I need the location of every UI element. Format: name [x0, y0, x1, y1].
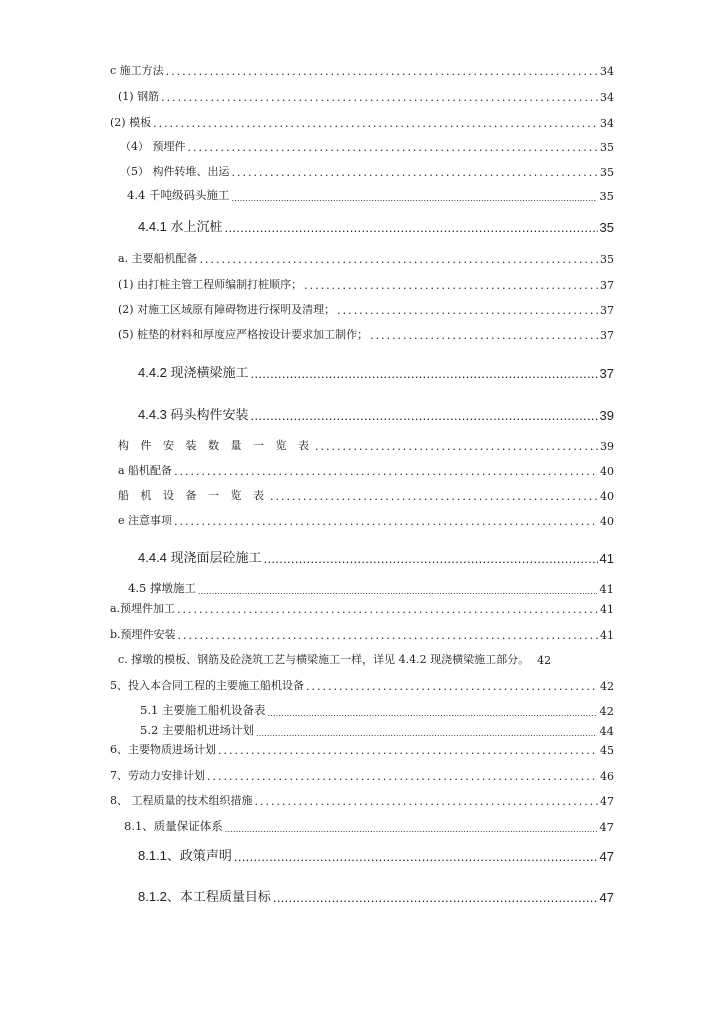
toc-entry-page: 37	[600, 279, 614, 292]
toc-entry-label: 船 机 设 备 一 览 表	[118, 489, 268, 502]
toc-entry[interactable]	[118, 651, 614, 667]
toc-entry[interactable]	[138, 362, 614, 381]
toc-entry-label: a 船机配备	[118, 464, 173, 477]
toc-entry-label: c. 撑墩的模板、钢筋及砼浇筑工艺与横梁施工一样，详见 4.4.2 现浇横梁施工部分。	[118, 653, 530, 666]
toc-leader-dots	[255, 795, 599, 808]
toc-leader-dots	[256, 729, 597, 738]
toc-leader-dots	[232, 166, 599, 179]
toc-entry-page: 37	[600, 329, 614, 342]
toc-entry-label: 8.1、质量保证体系	[124, 819, 223, 833]
toc-entry-page: 37	[600, 304, 614, 317]
toc-entry-label: 构 件 安 装 数 量 一 览 表	[118, 439, 313, 452]
toc-entry-page: 42	[599, 704, 614, 718]
toc-entry-label: 5.1 主要施工船机设备表	[140, 703, 266, 717]
toc-leader-dots	[267, 709, 597, 718]
toc-entry-label: 7、劳动力安排计划	[110, 769, 205, 782]
toc-leader-dots	[270, 490, 598, 503]
toc-entry[interactable]	[120, 138, 614, 154]
toc-entry[interactable]	[118, 437, 614, 453]
toc-entry-label: 8.1.2、本工程质量目标	[138, 889, 271, 904]
toc-entry-label: (5) 桩垫的材料和厚度应严格按设计要求加工制作；	[118, 328, 369, 341]
toc-leader-dots	[315, 440, 598, 453]
toc-entry-page: 45	[600, 744, 614, 757]
toc-leader-dots	[178, 629, 598, 642]
toc-leader-dots	[198, 587, 597, 596]
toc-entry-label: 5.2 主要船机进场计划	[140, 723, 254, 737]
toc-entry[interactable]	[138, 216, 614, 235]
toc-entry-page: 37	[599, 366, 614, 381]
toc-entry-label: 5、投入本合同工程的主要施工船机设备	[110, 679, 304, 692]
toc-entry[interactable]	[118, 487, 614, 503]
toc-entry[interactable]	[120, 163, 614, 179]
toc-entry-label: (1) 由打桩主管工程师编制打桩顺序；	[118, 278, 303, 291]
toc-entry[interactable]	[118, 88, 614, 104]
toc-entry[interactable]	[138, 404, 614, 423]
toc-leader-dots	[200, 253, 598, 266]
toc-entry-page: 47	[600, 795, 614, 808]
toc-leader-dots	[166, 65, 598, 78]
toc-entry-label: 4.4.1 水上沉桩	[138, 219, 223, 234]
toc-entry-page: 35	[599, 220, 614, 235]
toc-entry[interactable]	[118, 326, 614, 342]
toc-entry-page: 39	[599, 408, 614, 423]
toc-entry[interactable]	[118, 276, 614, 292]
toc-entry-label: （4） 预埋件	[120, 140, 186, 153]
toc-leader-dots	[177, 603, 598, 616]
toc-entry[interactable]	[128, 580, 614, 596]
toc-entry-page: 47	[599, 849, 614, 864]
toc-leader-dots	[306, 680, 598, 693]
toc-entry[interactable]	[118, 462, 614, 478]
toc-entry-page: 39	[600, 440, 614, 453]
toc-entry[interactable]	[110, 626, 614, 642]
toc-entry-label: b.预埋件安装	[110, 628, 176, 641]
toc-entry-page: 40	[600, 515, 614, 528]
toc-entry-label: 6、主要物质进场计划	[110, 743, 216, 756]
toc-entry-page: 46	[600, 770, 614, 783]
toc-leader-dots	[225, 220, 598, 235]
toc-entry-page: 40	[600, 465, 614, 478]
toc-entry-page: 44	[599, 724, 614, 738]
toc-leader-dots	[218, 744, 598, 757]
toc-entry[interactable]	[118, 250, 614, 266]
toc-entry-page: 42	[537, 654, 552, 667]
toc-entry[interactable]	[110, 600, 614, 616]
toc-leader-dots	[161, 91, 598, 104]
toc-entry[interactable]	[110, 62, 614, 78]
toc-entry-label: （5） 构件转堆、出运	[120, 165, 230, 178]
toc-leader-dots	[370, 329, 598, 342]
toc-entry-label: c 施工方法	[110, 64, 164, 77]
toc-entry-page: 41	[599, 582, 614, 596]
toc-entry[interactable]	[138, 886, 614, 905]
toc-leader-dots	[251, 366, 598, 381]
toc-entry-label: a.预埋件加工	[110, 602, 176, 615]
toc-entry-label: 4.5 撑墩施工	[128, 581, 196, 595]
toc-entry-page: 35	[600, 141, 614, 154]
toc-entry-page: 35	[600, 166, 614, 179]
toc-entry-label: 4.4 千吨级码头施工	[127, 188, 230, 202]
toc-leader-dots	[251, 408, 598, 423]
toc-leader-dots	[234, 849, 598, 864]
toc-entry[interactable]	[110, 792, 614, 808]
toc-entry-page: 47	[599, 890, 614, 905]
toc-entry[interactable]	[118, 301, 614, 317]
toc-leader-dots	[153, 117, 598, 130]
toc-leader-dots	[304, 279, 598, 292]
toc-entry[interactable]	[110, 741, 614, 757]
toc-entry-page: 34	[600, 117, 614, 130]
toc-entry-page: 34	[600, 91, 614, 104]
toc-entry-label: 4.4.2 现浇横梁施工	[138, 365, 249, 380]
toc-entry-page: 35	[600, 253, 614, 266]
toc-entry-page: 41	[600, 603, 614, 616]
toc-entry-page: 47	[599, 820, 614, 834]
toc-entry-label: (2) 对施工区域原有障碍物进行探明及清理；	[118, 303, 336, 316]
toc-entry-label: (1) 钢筋	[118, 90, 160, 103]
toc-entry[interactable]	[140, 702, 614, 718]
toc-entry[interactable]	[110, 114, 614, 130]
toc-entry-label: 8.1.1、政策声明	[138, 848, 232, 863]
toc-entry-page: 40	[600, 490, 614, 503]
toc-leader-dots	[273, 890, 598, 905]
toc-entry-page: 42	[600, 680, 614, 693]
toc-leader-dots	[231, 194, 597, 203]
toc-entry[interactable]	[138, 845, 614, 864]
toc-entry-label: (2) 模板	[110, 116, 152, 129]
toc-entry[interactable]	[110, 767, 614, 783]
toc-entry-page: 34	[600, 65, 614, 78]
toc-entry-label: e 注意事项	[118, 514, 173, 527]
toc-entry-label: a. 主要船机配备	[118, 252, 198, 265]
toc-leader-dots	[337, 304, 598, 317]
toc-entry[interactable]	[140, 722, 614, 738]
toc-leader-dots	[174, 465, 598, 478]
toc-leader-dots	[207, 770, 598, 783]
toc-entry-page: 41	[599, 551, 614, 566]
toc-entry[interactable]	[124, 818, 614, 834]
toc-entry-label: 4.4.3 码头构件安装	[138, 407, 249, 422]
toc-entry-page: 35	[599, 189, 614, 203]
toc-entry-page: 41	[600, 629, 614, 642]
toc-leader-dots	[264, 551, 598, 566]
toc-entry[interactable]	[110, 677, 614, 693]
toc-leader-dots	[174, 515, 598, 528]
toc-entry-label: 4.4.4 现浇面层砼施工	[138, 550, 262, 565]
toc-entry-label: 8、 工程质量的技术组织措施	[110, 794, 253, 807]
toc-entry[interactable]	[118, 512, 614, 528]
toc-leader-dots	[225, 825, 598, 834]
toc-entry[interactable]	[138, 547, 614, 566]
toc-leader-dots	[188, 141, 599, 154]
toc-entry[interactable]	[127, 187, 614, 203]
